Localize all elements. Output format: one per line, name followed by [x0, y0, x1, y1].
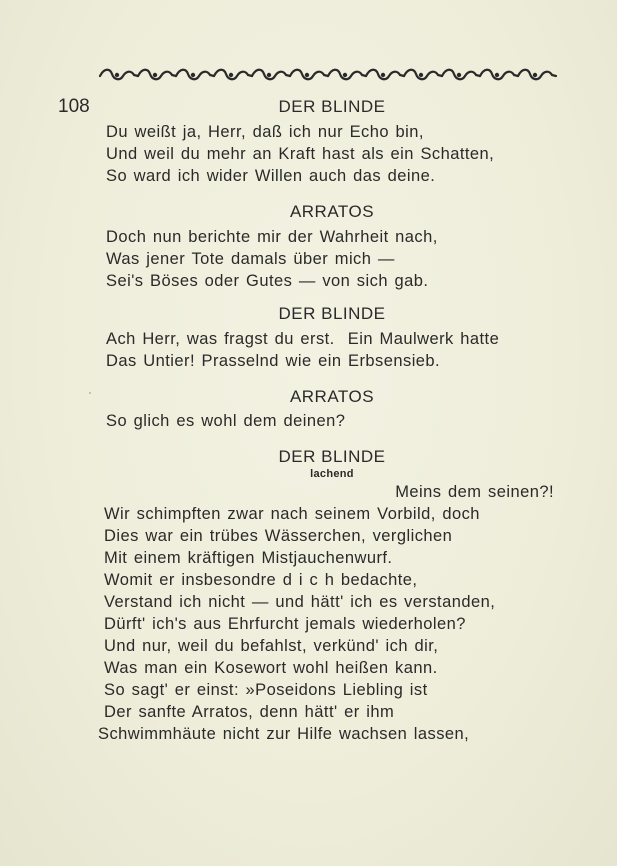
verse-line: Du weißt ja, Herr, daß ich nur Echo bin, [106, 123, 424, 141]
verse-line: So sagt' er einst: »Poseidons Liebling ist [104, 681, 428, 699]
verse-line: Der sanfte Arratos, denn hätt' er ihm [104, 703, 395, 721]
speaker-name: ARRATOS [289, 202, 375, 221]
ornament-dot [343, 73, 347, 77]
verse-line-continuation: Meins dem seinen?! [395, 483, 554, 501]
verse-line: Und weil du mehr an Kraft hast als ein Schatten, [106, 145, 495, 163]
verse-line: Doch nun berichte mir der Wahrheit nach, [106, 228, 438, 246]
stage-direction: lachend [310, 468, 354, 480]
ornament-dot [495, 73, 499, 77]
verse-line: Das Untier! Prasselnd wie ein Erbsensieb. [106, 352, 441, 370]
ornament-dot [419, 73, 423, 77]
verse-line: Was man ein Kosewort wohl heißen kann. [104, 659, 438, 677]
ornament-dot [153, 73, 157, 77]
ornament-dot [381, 73, 385, 77]
speaker-name: DER BLINDE [278, 304, 386, 323]
paper-speck [89, 392, 91, 394]
speaker-name: ARRATOS [289, 387, 375, 406]
ornament-dot [191, 73, 195, 77]
verse-line: Sei's Böses oder Gutes — von sich gab. [106, 272, 429, 290]
verse-line: So glich es wohl dem deinen? [106, 412, 346, 430]
verse-line: Womit er insbesondre d i c h bedachte, [104, 571, 418, 589]
verse-line: Dürft' ich's aus Ehrfurcht jemals wiederholen? [104, 615, 466, 633]
verse-line: Mit einem kräftigen Mistjauchenwurf. [104, 549, 393, 567]
page-number: 108 [58, 96, 90, 117]
ornament-dot [115, 73, 119, 77]
verse-line: Ach Herr, was fragst du erst. Ein Maulwerk hatte [106, 330, 500, 348]
speaker-name: DER BLINDE [278, 447, 386, 466]
verse-line: Dies war ein trübes Wässerchen, verglichen [104, 527, 453, 545]
decorative-border-ornament [98, 66, 560, 86]
ornament-dot [533, 73, 537, 77]
verse-line: Verstand ich nicht — und hätt' ich es verstanden, [104, 593, 496, 611]
speaker-name: DER BLINDE [278, 97, 386, 116]
verse-line: So ward ich wider Willen auch das deine. [106, 167, 436, 185]
verse-line: Was jener Tote damals über mich — [106, 250, 395, 268]
verse-line: Und nur, weil du befahlst, verkünd' ich dir, [104, 637, 439, 655]
ornament-dot [229, 73, 233, 77]
ornament-dot [267, 73, 271, 77]
verse-line: Wir schimpften zwar nach seinem Vorbild, doch [104, 505, 480, 523]
ornament-dot [457, 73, 461, 77]
verse-line: Schwimmhäute nicht zur Hilfe wachsen lassen, [98, 725, 470, 743]
ornament-dot [305, 73, 309, 77]
